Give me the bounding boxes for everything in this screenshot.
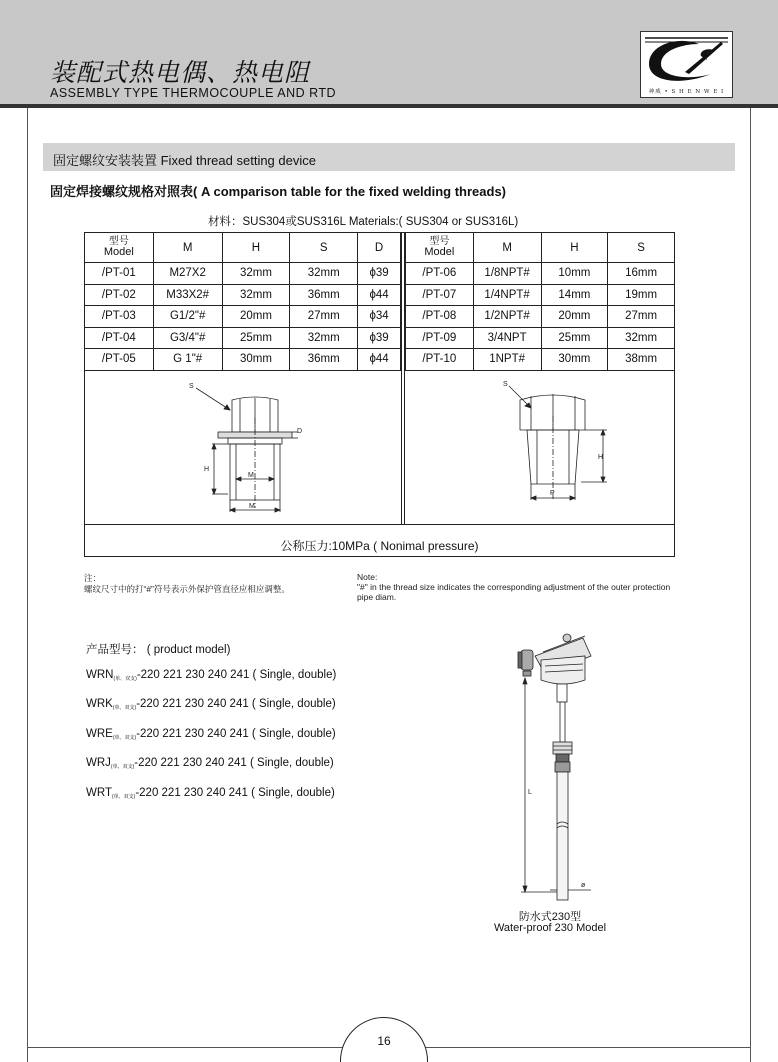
- cell-s: 19mm: [608, 284, 675, 306]
- cell-d: ϕ44: [358, 284, 401, 306]
- cell-s: 27mm: [608, 306, 675, 328]
- page-title-en: ASSEMBLY TYPE THERMOCOUPLE AND RTD: [50, 86, 337, 100]
- cell-model: /PT-07: [406, 284, 474, 306]
- model-sub: (单、双支): [112, 705, 137, 711]
- model-caption-cn: 防水式230型: [518, 911, 582, 923]
- dim-label-phi: ø: [581, 882, 586, 889]
- model-suffix: -220 221 230 240 241 ( Single, double): [134, 757, 334, 769]
- nominal-pressure: 公称压力:10MPa ( Nonimal pressure): [280, 539, 479, 553]
- note-cn-title: 注：: [84, 573, 102, 583]
- materials-line: 材料：SUS304或SUS316L Materials:( SUS304 or SUS316L): [208, 216, 519, 228]
- page-frame-left: [27, 0, 28, 1062]
- header-rule: [0, 104, 778, 108]
- section-bar: [43, 143, 735, 171]
- model-line: [86, 669, 336, 682]
- model-caption-en: Water-proof 230 Model: [493, 922, 607, 934]
- dim-label-h: H: [204, 466, 210, 473]
- cell-m: M33X2#: [153, 284, 222, 306]
- col-h: H: [222, 233, 290, 263]
- model-line: [86, 757, 334, 770]
- cell-m: G 1"#: [153, 349, 222, 371]
- cell-h: 32mm: [222, 284, 290, 306]
- cell-s: 27mm: [290, 306, 358, 328]
- dim-label-s: S: [189, 383, 194, 390]
- cell-s: 32mm: [290, 327, 358, 349]
- model-sub: (单、双支): [110, 764, 135, 770]
- note-cn-text: 螺纹尺寸中的打“#”符号表示外保护管直径应相应调整。: [84, 584, 290, 594]
- dim-label-p: P: [550, 490, 555, 497]
- col-m: M: [473, 233, 541, 263]
- page-frame-right: [750, 0, 751, 1062]
- dim-label-m-outer: M: [249, 503, 255, 510]
- dim-label-s: S: [503, 381, 508, 388]
- cell-h: 30mm: [222, 349, 290, 371]
- table-row: [406, 327, 675, 349]
- cell-model: /PT-06: [406, 263, 474, 285]
- cell-s: 16mm: [608, 263, 675, 285]
- cell-m: 1/8NPT#: [473, 263, 541, 285]
- cell-model: /PT-09: [406, 327, 474, 349]
- model-sub: (单、双支): [111, 794, 136, 800]
- col-model: [406, 233, 474, 263]
- cell-h: 14mm: [541, 284, 608, 306]
- note-en-text: "#" in the thread size indicates the corresponding adjustment of the outer protection pipe diam.: [357, 582, 671, 602]
- col-model-cn: 型号: [108, 236, 129, 247]
- thread-table-right: [405, 232, 675, 371]
- col-model-en: Model: [103, 246, 134, 258]
- cell-h: 25mm: [541, 327, 608, 349]
- model-sub: (单、双支): [113, 676, 137, 682]
- model-suffix: -220 221 230 240 241 ( Single, double): [136, 698, 336, 710]
- model-line: [86, 728, 336, 741]
- dim-label-h: H: [598, 454, 604, 461]
- logo-mark-icon: [641, 32, 732, 87]
- table-row: [85, 306, 401, 328]
- table-row: [85, 327, 401, 349]
- section-title: 固定螺纹安装装置 Fixed thread setting device: [53, 153, 316, 168]
- cell-h: 20mm: [541, 306, 608, 328]
- parallel-thread-fitting-drawing: [180, 378, 310, 516]
- logo-text: 神威 • S H E N W E I: [648, 89, 725, 95]
- cell-model: /PT-08: [406, 306, 474, 328]
- col-d: D: [358, 233, 401, 263]
- cell-model: /PT-05: [85, 349, 154, 371]
- model-sub: (单、双支): [112, 735, 137, 741]
- model-prefix: WRJ: [86, 757, 111, 769]
- cell-s: 36mm: [290, 349, 358, 371]
- note-en: [357, 572, 687, 602]
- dim-label-d: D: [297, 428, 303, 435]
- cell-model: /PT-04: [85, 327, 154, 349]
- cell-model: /PT-03: [85, 306, 154, 328]
- dim-label-l: L: [528, 789, 532, 796]
- cell-m: G3/4"#: [153, 327, 222, 349]
- cell-s: 32mm: [290, 263, 358, 285]
- model-suffix: -220 221 230 240 241 ( Single, double): [135, 787, 335, 799]
- cell-d: ϕ39: [358, 327, 401, 349]
- col-model: [85, 233, 154, 263]
- model-line: [86, 698, 336, 711]
- note-en-title: Note:: [357, 572, 378, 582]
- dim-label-m-inner: M: [248, 472, 254, 479]
- table-row: [85, 349, 401, 371]
- col-model-en: Model: [424, 246, 455, 258]
- page-number: 16: [377, 1034, 391, 1048]
- table-row: [406, 306, 675, 328]
- product-model-title: 产品型号： ( product model): [86, 644, 231, 656]
- table-row: [406, 349, 675, 371]
- cell-s: 38mm: [608, 349, 675, 371]
- table-header-row: [85, 233, 401, 263]
- cell-m: 1/4NPT#: [473, 284, 541, 306]
- col-s: S: [608, 233, 675, 263]
- table-row: [85, 263, 401, 285]
- table-row: [406, 284, 675, 306]
- model-line: [86, 787, 335, 800]
- model-suffix: -220 221 230 240 241 ( Single, double): [136, 728, 336, 740]
- table-heading: 固定焊接螺纹规格对照表( A comparison table for the fixed welding threads): [50, 184, 507, 199]
- cell-model: /PT-10: [406, 349, 474, 371]
- waterproof-230-drawing: [505, 628, 615, 904]
- col-model-cn: 型号: [429, 236, 450, 247]
- table-header-row: [406, 233, 675, 263]
- col-h: H: [541, 233, 608, 263]
- model-prefix: WRT: [86, 787, 112, 799]
- col-s: S: [290, 233, 358, 263]
- spec-pressure-rule: [84, 524, 675, 525]
- cell-s: 32mm: [608, 327, 675, 349]
- cell-d: ϕ34: [358, 306, 401, 328]
- taper-thread-fitting-drawing: [495, 376, 615, 506]
- cell-h: 25mm: [222, 327, 290, 349]
- cell-d: ϕ44: [358, 349, 401, 371]
- table-row: [85, 284, 401, 306]
- company-logo: [640, 31, 733, 98]
- model-prefix: WRK: [86, 698, 113, 710]
- cell-h: 10mm: [541, 263, 608, 285]
- page-title-cn: 装配式热电偶、热电阻: [50, 58, 311, 87]
- cell-h: 30mm: [541, 349, 608, 371]
- cell-m: 1/2NPT#: [473, 306, 541, 328]
- cell-model: /PT-02: [85, 284, 154, 306]
- thread-table-left: [84, 232, 401, 371]
- cell-m: 1NPT#: [473, 349, 541, 371]
- col-m: M: [153, 233, 222, 263]
- cell-m: G1/2"#: [153, 306, 222, 328]
- cell-h: 20mm: [222, 306, 290, 328]
- model-prefix: WRE: [86, 728, 113, 740]
- cell-h: 32mm: [222, 263, 290, 285]
- cell-model: /PT-01: [85, 263, 154, 285]
- model-suffix: -220 221 230 240 241 ( Single, double): [136, 669, 337, 681]
- model-prefix: WRN: [86, 669, 114, 681]
- note-cn: [84, 573, 290, 595]
- cell-s: 36mm: [290, 284, 358, 306]
- cell-d: ϕ39: [358, 263, 401, 285]
- cell-m: M27X2: [153, 263, 222, 285]
- table-row: [406, 263, 675, 285]
- cell-m: 3/4NPT: [473, 327, 541, 349]
